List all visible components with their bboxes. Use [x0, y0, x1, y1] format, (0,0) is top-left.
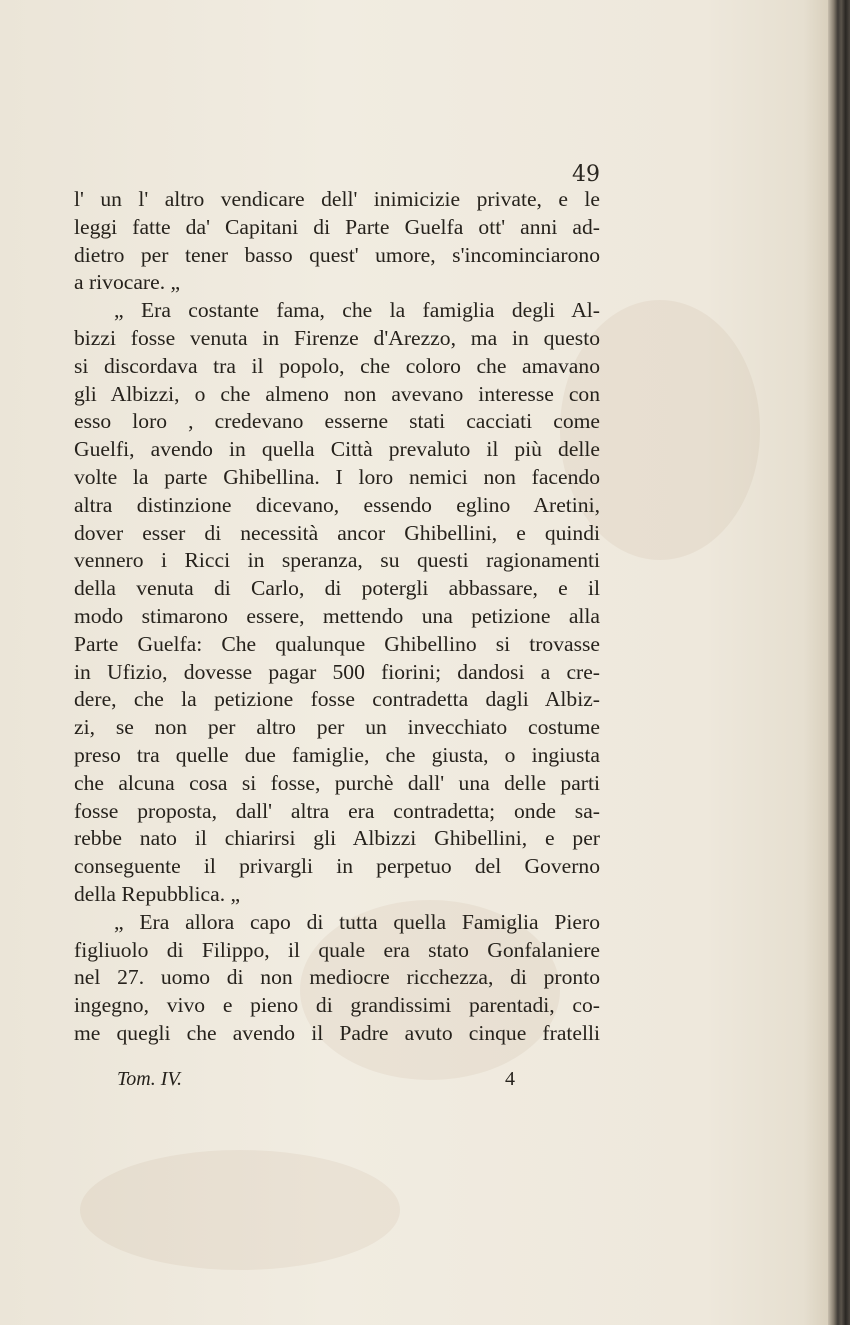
body-text: [74, 186, 600, 1048]
text-line: me quegli che avendo il Padre avuto cinque fratelli: [74, 1020, 600, 1045]
page-number: 49: [572, 162, 600, 187]
text-line: nel 27. uomo di non mediocre ricchezza, di pronto: [74, 965, 600, 990]
text-line: preso tra quelle due famiglie, che giusta, o ingiusta: [74, 742, 600, 767]
paper-stain: [80, 1150, 400, 1270]
text-line: Guelfi, avendo in quella Città prevaluto il più delle: [74, 437, 600, 462]
text-line: volte la parte Ghibellina. I loro nemici non facendo: [74, 464, 600, 489]
text-line: ingegno, vivo e pieno di grandissimi parentadi, co-: [74, 993, 600, 1018]
text-line: l' un l' altro vendicare dell' inimicizie private, e le: [74, 187, 600, 211]
text-line: conseguente il privargli in perpetuo del Governo: [74, 854, 600, 879]
volume-signature: Tom. IV.: [117, 1068, 183, 1090]
text-line: vennero i Ricci in speranza, su questi ragionamenti: [74, 548, 600, 573]
text-line: che alcuna cosa si fosse, purchè dall' una delle parti: [74, 770, 600, 795]
text-line: dietro per tener basso quest' umore, s'incominciarono: [74, 242, 600, 267]
text-line: altra distinzione dicevano, essendo eglino Aretini,: [74, 492, 600, 517]
text-line: dere, che la petizione fosse contradetta dagli Albiz-: [74, 687, 600, 712]
text-line: gli Albizzi, o che almeno non avevano interesse con: [74, 381, 600, 406]
text-line: a rivocare. „: [74, 270, 181, 295]
gathering-mark: 4: [505, 1068, 515, 1090]
text-line: Parte Guelfa: Che qualunque Ghibellino si trovasse: [74, 631, 600, 656]
text-line: „ Era costante fama, che la famiglia degli Al-: [114, 298, 600, 323]
text-line: fosse proposta, dall' altra era contradetta; onde sa-: [74, 798, 600, 823]
text-line: dover esser di necessità ancor Ghibellini, e quindi: [74, 520, 600, 545]
text-line: esso loro , credevano esserne stati cacciati come: [74, 409, 600, 434]
text-line: rebbe nato il chiarirsi gli Albizzi Ghibellini, e per: [74, 826, 600, 851]
text-line: in Ufizio, dovesse pagar 500 fiorini; dandosi a cre-: [74, 659, 600, 684]
text-line: leggi fatte da' Capitani di Parte Guelfa ott' anni ad-: [74, 214, 600, 239]
text-line: modo stimarono essere, mettendo una petizione alla: [74, 603, 600, 628]
book-spine-edge: [828, 0, 850, 1325]
text-line: si discordava tra il popolo, che coloro che amavano: [74, 353, 600, 378]
text-line: della Repubblica. „: [74, 881, 241, 906]
text-line: bizzi fosse venuta in Firenze d'Arezzo, ma in questo: [74, 325, 600, 350]
text-line: zi, se non per altro per un invecchiato costume: [74, 715, 600, 740]
text-line: figliuolo di Filippo, il quale era stato Gonfalaniere: [74, 937, 600, 962]
text-line: „ Era allora capo di tutta quella Famiglia Piero: [114, 909, 600, 934]
text-line: della venuta di Carlo, di potergli abbassare, e il: [74, 576, 600, 601]
